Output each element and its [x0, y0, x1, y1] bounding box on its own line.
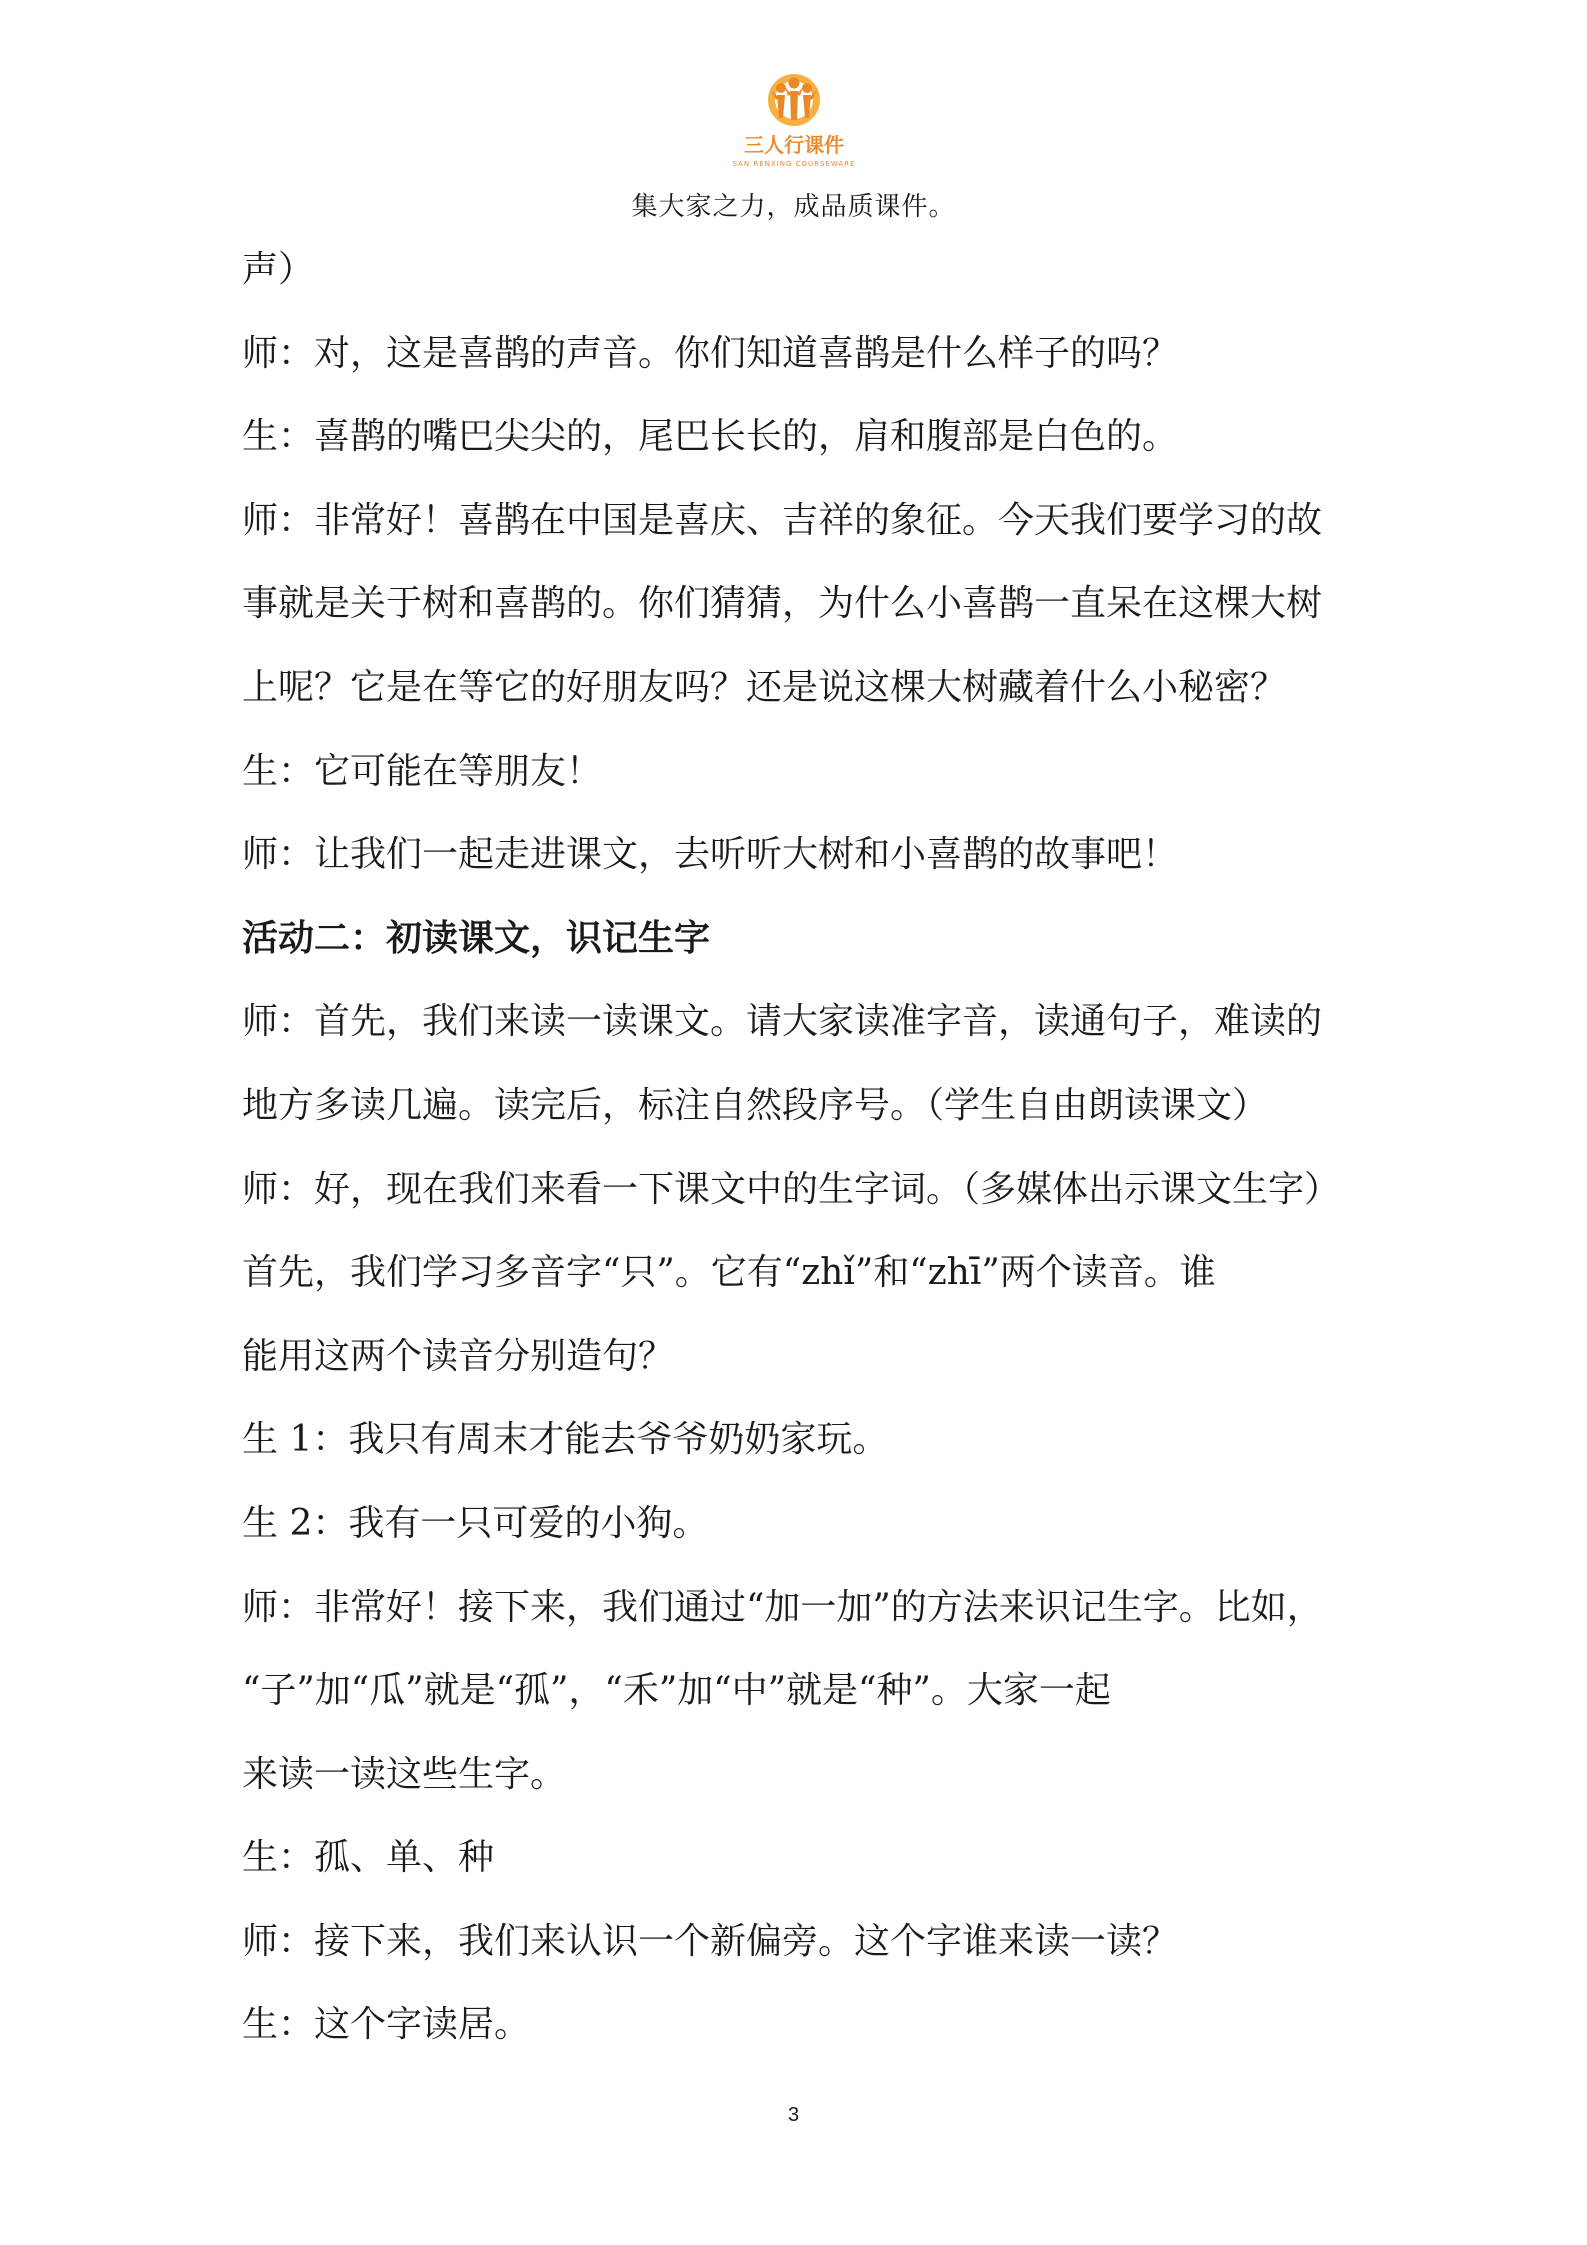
text-line: 首先，我们学习多音字“只”。它有“zhǐ”和“zhī”两个读音。谁 [242, 1252, 1216, 1294]
text-line: 师：让我们一起走进课文，去听听大树和小喜鹊的故事吧！ [242, 834, 1179, 876]
page-number: 3 [787, 2104, 800, 2126]
text-line: 声） [242, 249, 315, 290]
section-heading: 活动二：初读课文，识记生字 [242, 916, 711, 959]
text-line: 生 2：我有一只可爱的小狗。 [242, 1502, 709, 1544]
svg-text:三人行课件: 三人行课件 [743, 133, 844, 157]
text-line: 生：喜鹊的嘴巴尖尖的，尾巴长长的，肩和腹部是白色的。 [242, 416, 1179, 458]
header-slogan: 集大家之力，成品质课件。 [631, 192, 956, 222]
text-line: 师：对，这是喜鹊的声音。你们知道喜鹊是什么样子的吗？ [242, 332, 1179, 374]
page-header [0, 60, 1587, 223]
text-line: 能用这两个读音分别造句？ [242, 1335, 675, 1377]
text-line: 师：首先，我们来读一读课文。请大家读准字音，读通句子，难读的 [242, 1001, 1323, 1043]
people-sun-logo-icon [719, 60, 869, 180]
text-line: 生：孤、单、种 [242, 1837, 495, 1879]
text-line: 生：这个字读居。 [242, 2004, 531, 2046]
svg-text:SAN RENXING COURSEWARE: SAN RENXING COURSEWARE [732, 160, 855, 168]
text-line: 来读一读这些生字。 [242, 1753, 567, 1795]
text-line: 师：非常好！接下来，我们通过“加一加”的方法来识记生字。比如， [242, 1586, 1323, 1628]
text-line: 地方多读几遍。读完后，标注自然段序号。（学生自由朗读课文） [242, 1084, 1269, 1126]
text-line: 师：接下来，我们来认识一个新偏旁。这个字谁来读一读？ [242, 1920, 1179, 1962]
text-line: 事就是关于树和喜鹊的。你们猜猜，为什么小喜鹊一直呆在这棵大树 [242, 583, 1323, 625]
text-line: 师：好，现在我们来看一下课文中的生字词。（多媒体出示课文生字） [242, 1168, 1341, 1210]
text-line: “子”加“瓜”就是“孤”，“禾”加“中”就是“种”。大家一起 [242, 1670, 1111, 1712]
text-line: 生 1：我只有周末才能去爷爷奶奶家玩。 [242, 1419, 889, 1461]
text-line: 师：非常好！喜鹊在中国是喜庆、吉祥的象征。今天我们要学习的故 [242, 499, 1323, 541]
text-line: 生：它可能在等朋友！ [242, 750, 603, 792]
document-body [242, 228, 1352, 2067]
text-line: 上呢？它是在等它的好朋友吗？还是说这棵大树藏着什么小秘密？ [242, 666, 1287, 708]
